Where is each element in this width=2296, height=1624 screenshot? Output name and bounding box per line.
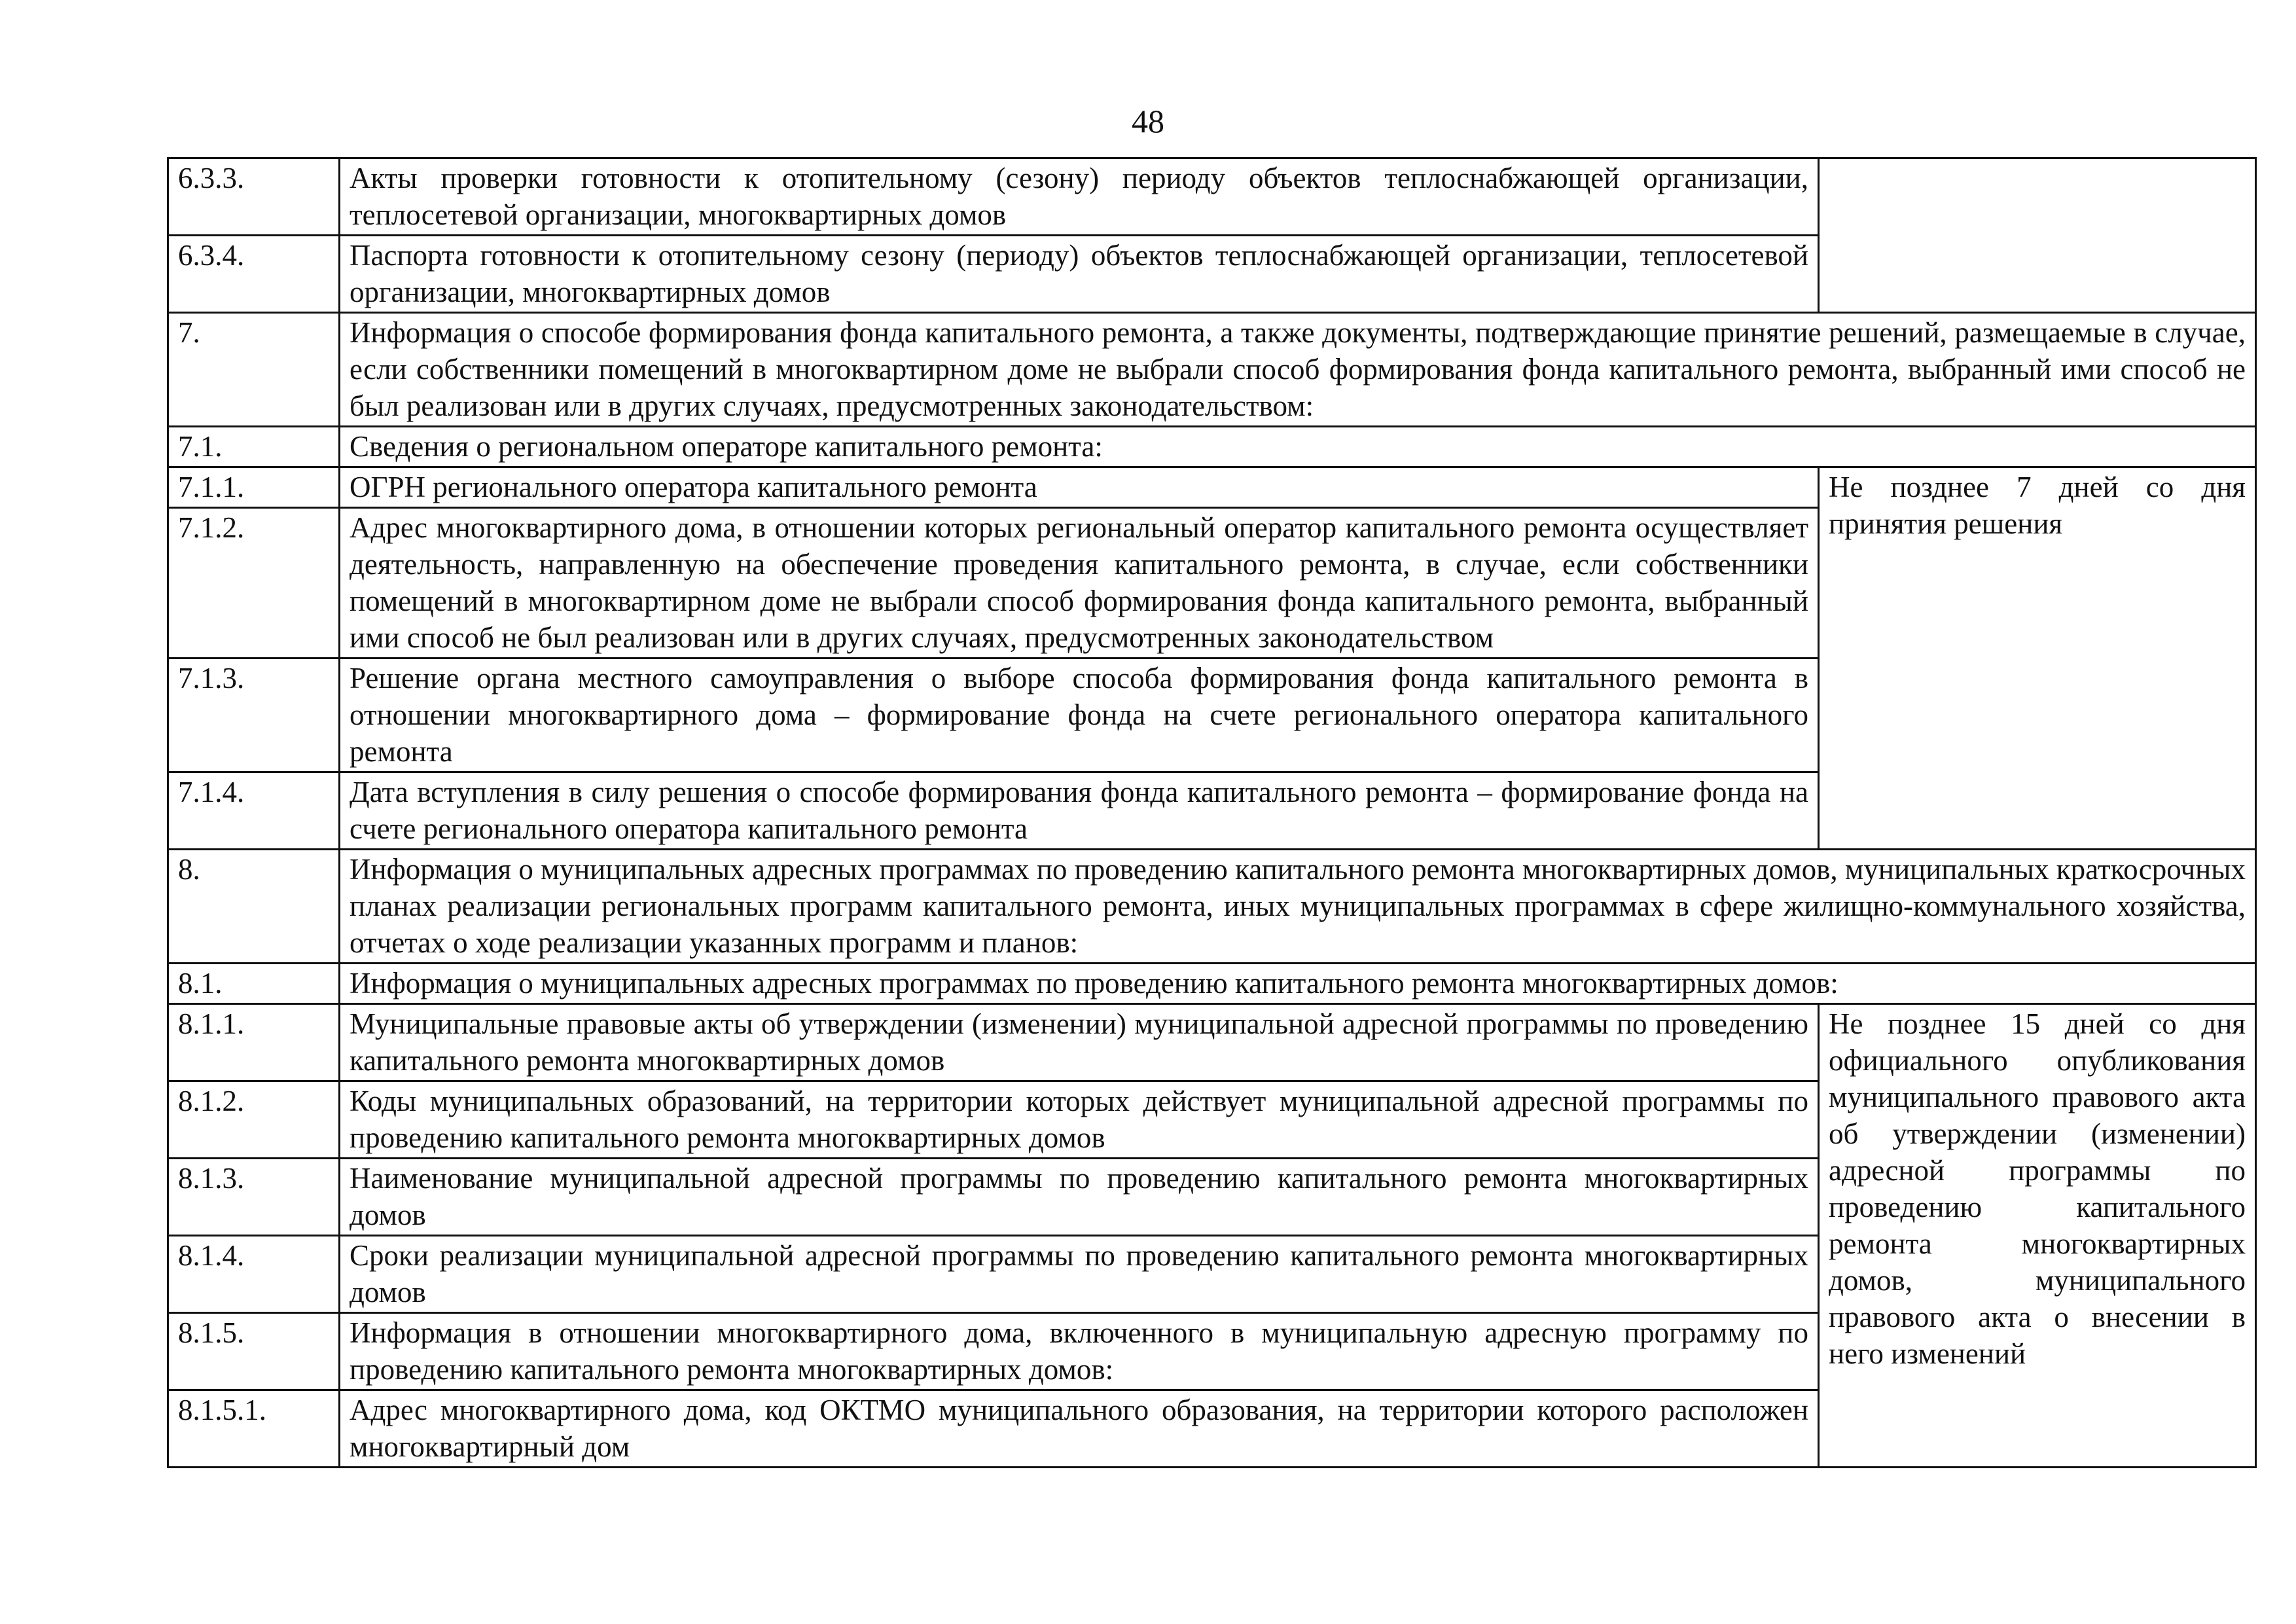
- section-heading: Информация о муниципальных адресных программах по проведению капитального ремонта многоквартирных домов, муниципальных краткосрочных планах реализации региональных программ капитального ремонта, иных муниципальных программах в сфере жилищно-коммунального хозяйства, отчетах о ходе реализации указанных программ и планов:: [340, 850, 2256, 964]
- row-number: 8.1.5.1.: [168, 1390, 340, 1468]
- row-number: 7.1.1.: [168, 467, 340, 508]
- row-number: 8.: [168, 850, 340, 964]
- row-description: Адрес многоквартирного дома, в отношении которых региональный оператор капитального ремонта осуществляет деятельность, направленную на обеспечение проведения капитального ремонта, в случае, если собственники помещений в многоквартирном доме не выбрали способ формирования фонда капитального ремонта, выбранный ими способ не был реализован или в других случаях, предусмотренных законодательством: [340, 508, 1819, 659]
- row-description: Сроки реализации муниципальной адресной программы по проведению капитального ремонта многоквартирных домов: [340, 1236, 1819, 1313]
- table-row: [168, 1004, 2256, 1081]
- row-number: 6.3.3.: [168, 158, 340, 236]
- row-description: Коды муниципальных образований, на территории которых действует муниципальной адресной программы по проведению капитального ремонта многоквартирных домов: [340, 1081, 1819, 1159]
- table-row: [168, 467, 2256, 508]
- table-row: [168, 850, 2256, 964]
- table-row: [168, 427, 2256, 467]
- row-number: 7.1.2.: [168, 508, 340, 659]
- deadline-cell: [1819, 158, 2256, 313]
- row-description: Адрес многоквартирного дома, код ОКТМО муниципального образования, на территории которого расположен многоквартирный дом: [340, 1390, 1819, 1468]
- deadline-cell: Не позднее 7 дней со дня принятия решения: [1819, 467, 2256, 850]
- row-description: Акты проверки готовности к отопительному (сезону) периоду объектов теплоснабжающей организации, теплосетевой организации, многоквартирных домов: [340, 158, 1819, 236]
- row-description: Наименование муниципальной адресной программы по проведению капитального ремонта многоквартирных домов: [340, 1159, 1819, 1236]
- page-number: 48: [1132, 103, 1164, 139]
- deadline-cell: Не позднее 15 дней со дня официального опубликования муниципального правового акта об утверждении (изменении) адресной программы по проведению капитального ремонта многоквартирных домов, муниципального правового акта о внесении в него изменений: [1819, 1004, 2256, 1468]
- row-description: Паспорта готовности к отопительному сезону (периоду) объектов теплоснабжающей организации, теплосетевой организации, многоквартирных домов: [340, 236, 1819, 313]
- row-number: 8.1.3.: [168, 1159, 340, 1236]
- row-number: 7.1.4.: [168, 772, 340, 850]
- section-heading: Информация о способе формирования фонда капитального ремонта, а также документы, подтверждающие принятие решений, размещаемые в случае, если собственники помещений в многоквартирном доме не выбрали способ формирования фонда капитального ремонта, выбранный ими способ не был реализован или в других случаях, предусмотренных законодательством:: [340, 313, 2256, 427]
- row-description: ОГРН регионального оператора капитального ремонта: [340, 467, 1819, 508]
- row-number: 8.1.: [168, 964, 340, 1004]
- row-description: Решение органа местного самоуправления о выборе способа формирования фонда капитального ремонта в отношении многоквартирного дома – формирование фонда на счете регионального оператора капитального ремонта: [340, 659, 1819, 772]
- row-number: 7.1.3.: [168, 659, 340, 772]
- row-description: Муниципальные правовые акты об утверждении (изменении) муниципальной адресной программы по проведению капитального ремонта многоквартирных домов: [340, 1004, 1819, 1081]
- table-row: [168, 964, 2256, 1004]
- section-heading: Информация о муниципальных адресных программах по проведению капитального ремонта многоквартирных домов:: [340, 964, 2256, 1004]
- table-row: [168, 158, 2256, 236]
- row-description: Информация в отношении многоквартирного дома, включенного в муниципальную адресную программу по проведению капитального ремонта многоквартирных домов:: [340, 1313, 1819, 1390]
- row-number: 7.1.: [168, 427, 340, 467]
- row-description: Дата вступления в силу решения о способе формирования фонда капитального ремонта – формирование фонда на счете регионального оператора капитального ремонта: [340, 772, 1819, 850]
- section-heading: Сведения о региональном операторе капитального ремонта:: [340, 427, 2256, 467]
- row-number: 8.1.4.: [168, 1236, 340, 1313]
- row-number: 6.3.4.: [168, 236, 340, 313]
- row-number: 7.: [168, 313, 340, 427]
- row-number: 8.1.5.: [168, 1313, 340, 1390]
- disclosure-table: [167, 157, 2257, 1468]
- row-number: 8.1.1.: [168, 1004, 340, 1081]
- row-number: 8.1.2.: [168, 1081, 340, 1159]
- table-row: [168, 313, 2256, 427]
